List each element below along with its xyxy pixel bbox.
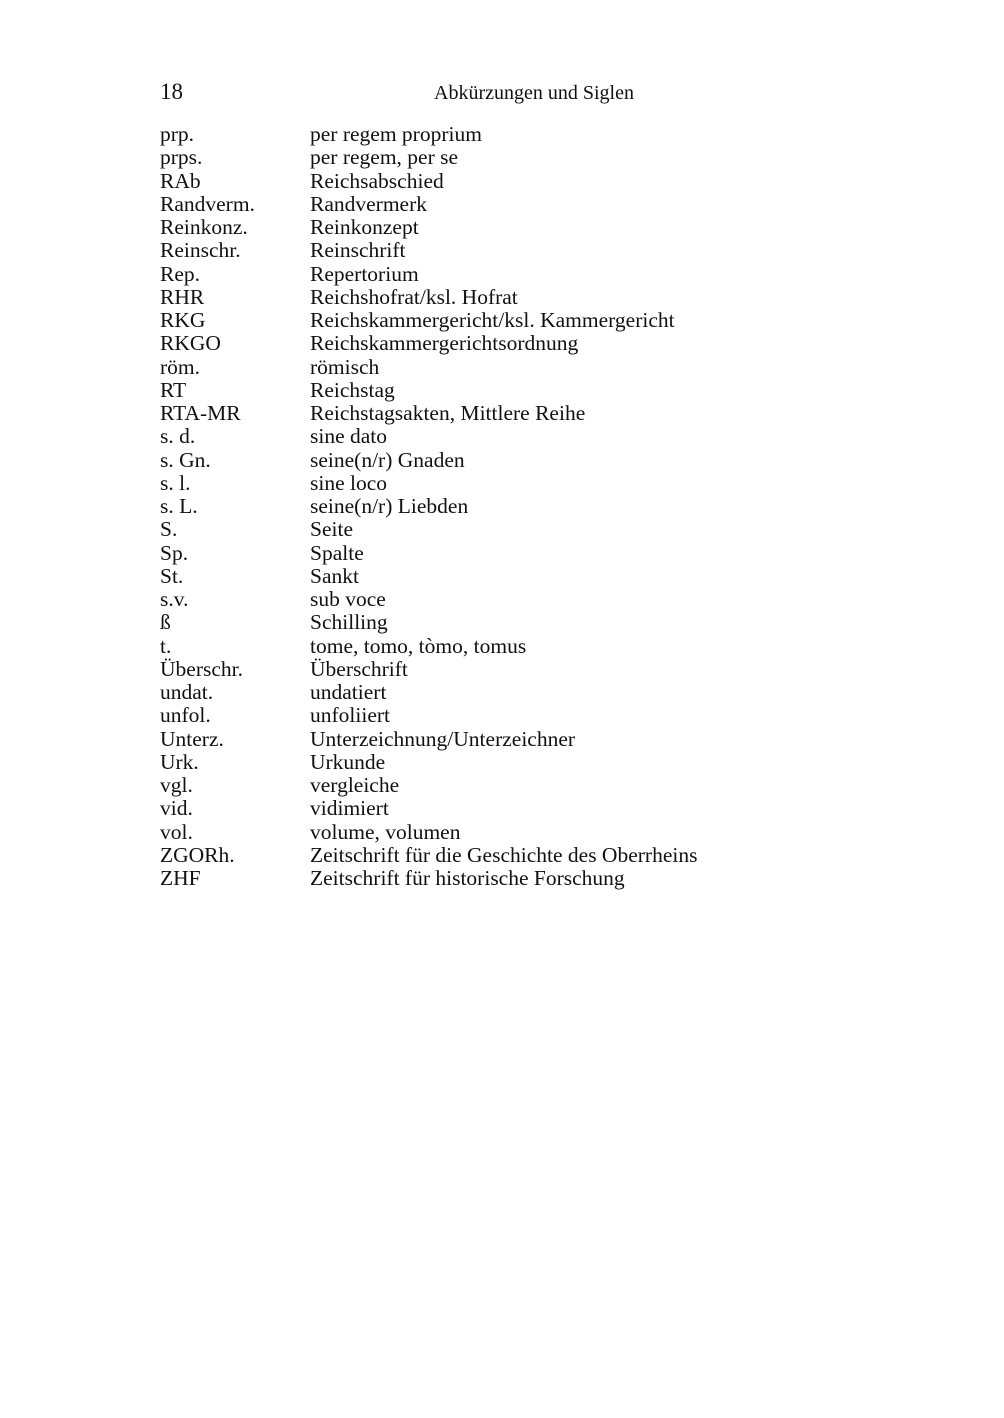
abbreviation-row — [160, 193, 800, 216]
abbreviation-row — [160, 425, 800, 448]
expansion: vidimiert — [310, 796, 389, 821]
abbreviation-row — [160, 751, 800, 774]
abbreviation-row — [160, 518, 800, 541]
abbreviation-row — [160, 774, 800, 797]
abbreviation-row — [160, 332, 800, 355]
abbreviation: Überschr. — [160, 656, 243, 681]
abbreviation: s. d. — [160, 424, 196, 449]
abbreviation: prps. — [160, 145, 203, 170]
abbreviation-row — [160, 588, 800, 611]
abbreviation-row — [160, 472, 800, 495]
abbreviation-row — [160, 449, 800, 472]
expansion: Zeitschrift für die Geschichte des Oberrheins — [310, 842, 698, 867]
expansion: sub voce — [310, 587, 386, 611]
expansion: Überschrift — [310, 656, 408, 681]
abbreviation: s. L. — [160, 494, 198, 518]
abbreviation: Randverm. — [160, 191, 255, 216]
abbreviation-row — [160, 239, 800, 262]
expansion: Reichstagsakten, Mittlere Reihe — [310, 401, 586, 425]
abbreviation-row — [160, 844, 800, 867]
abbreviation: vgl. — [160, 773, 193, 797]
abbreviation-row — [160, 309, 800, 332]
abbreviation-row — [160, 146, 800, 169]
expansion: Reichsabschied — [310, 168, 444, 193]
expansion: Urkunde — [310, 749, 386, 774]
abbreviation-row — [160, 635, 800, 658]
expansion: Reinschrift — [310, 238, 406, 263]
abbreviation-row — [160, 402, 800, 425]
abbreviation-row — [160, 495, 800, 518]
abbreviation: RHR — [160, 284, 205, 309]
expansion: seine(n/r) Gnaden — [310, 447, 465, 472]
abbreviation-row — [160, 542, 800, 565]
abbreviation: RKG — [160, 308, 206, 332]
abbreviation: ß — [160, 610, 171, 635]
expansion: Reichskammergericht/ksl. Kammergericht — [310, 308, 675, 332]
abbreviation: unfol. — [160, 703, 211, 728]
expansion: sine dato — [310, 424, 388, 449]
abbreviation: t. — [160, 633, 172, 658]
expansion: unfoliiert — [310, 703, 391, 728]
abbreviation: vid. — [160, 796, 193, 821]
expansion: volume, volumen — [310, 819, 461, 844]
expansion: per regem proprium — [310, 122, 482, 146]
expansion: Schilling — [310, 610, 388, 635]
expansion: seine(n/r) Liebden — [310, 494, 469, 518]
abbreviation: St. — [160, 563, 184, 588]
expansion: sine loco — [310, 470, 388, 495]
abbreviation: Reinkonz. — [160, 215, 248, 239]
abbreviation: ZGORh. — [160, 842, 235, 867]
abbreviation-row — [160, 611, 800, 634]
abbreviation-row — [160, 867, 800, 890]
abbreviation-row — [160, 681, 800, 704]
abbreviation: S. — [160, 517, 178, 542]
expansion: römisch — [310, 354, 380, 379]
abbreviation: Urk. — [160, 749, 199, 774]
abbreviation: Reinschr. — [160, 238, 241, 263]
abbreviation: s. l. — [160, 470, 191, 495]
abbreviation: Rep. — [160, 261, 201, 286]
abbreviation-row — [160, 658, 800, 681]
abbreviation: RKGO — [160, 331, 221, 356]
abbreviation: ZHF — [160, 866, 201, 890]
abbreviation-row — [160, 565, 800, 588]
abbreviation-row — [160, 216, 800, 239]
running-title: Abkürzungen und Siglen — [434, 82, 634, 104]
expansion: Reichshofrat/ksl. Hofrat — [310, 284, 518, 309]
abbreviation: RTA-MR — [160, 401, 241, 425]
expansion: Sankt — [310, 563, 359, 588]
abbreviation-row — [160, 797, 800, 820]
expansion: Unterzeichnung/Unterzeichner — [310, 726, 576, 751]
abbreviation: undat. — [160, 680, 214, 704]
abbreviation-row — [160, 379, 800, 402]
expansion: Reichskammergerichtsordnung — [310, 331, 579, 356]
abbreviation: Unterz. — [160, 726, 224, 751]
expansion: Reinkonzept — [310, 215, 419, 239]
abbreviation: prp. — [160, 122, 195, 146]
abbreviation-row — [160, 356, 800, 379]
expansion: Reichstag — [310, 377, 395, 402]
abbreviation-row — [160, 263, 800, 286]
abbreviation-row — [160, 286, 800, 309]
abbreviation: RT — [160, 377, 187, 402]
abbreviation: Sp. — [160, 540, 189, 565]
abbreviation-row — [160, 821, 800, 844]
page-number: 18 — [160, 79, 183, 104]
abbreviation-list — [160, 123, 800, 890]
abbreviation-row — [160, 704, 800, 727]
expansion: undatiert — [310, 680, 387, 704]
abbreviation-row — [160, 728, 800, 751]
abbreviation: vol. — [160, 819, 193, 844]
expansion: Seite — [310, 517, 353, 542]
expansion: Zeitschrift für historische Forschung — [310, 866, 625, 890]
expansion: Spalte — [310, 540, 364, 565]
expansion: per regem, per se — [310, 145, 459, 170]
abbreviation: RAb — [160, 168, 201, 193]
abbreviation: röm. — [160, 354, 201, 379]
abbreviation-row — [160, 170, 800, 193]
expansion: Randvermerk — [310, 191, 428, 216]
abbreviation-row — [160, 123, 800, 146]
expansion: vergleiche — [310, 773, 400, 797]
expansion: Repertorium — [310, 261, 419, 286]
abbreviation: s.v. — [160, 587, 189, 611]
expansion: tome, tomo, tòmo, tomus — [310, 633, 527, 658]
abbreviation: s. Gn. — [160, 447, 211, 472]
